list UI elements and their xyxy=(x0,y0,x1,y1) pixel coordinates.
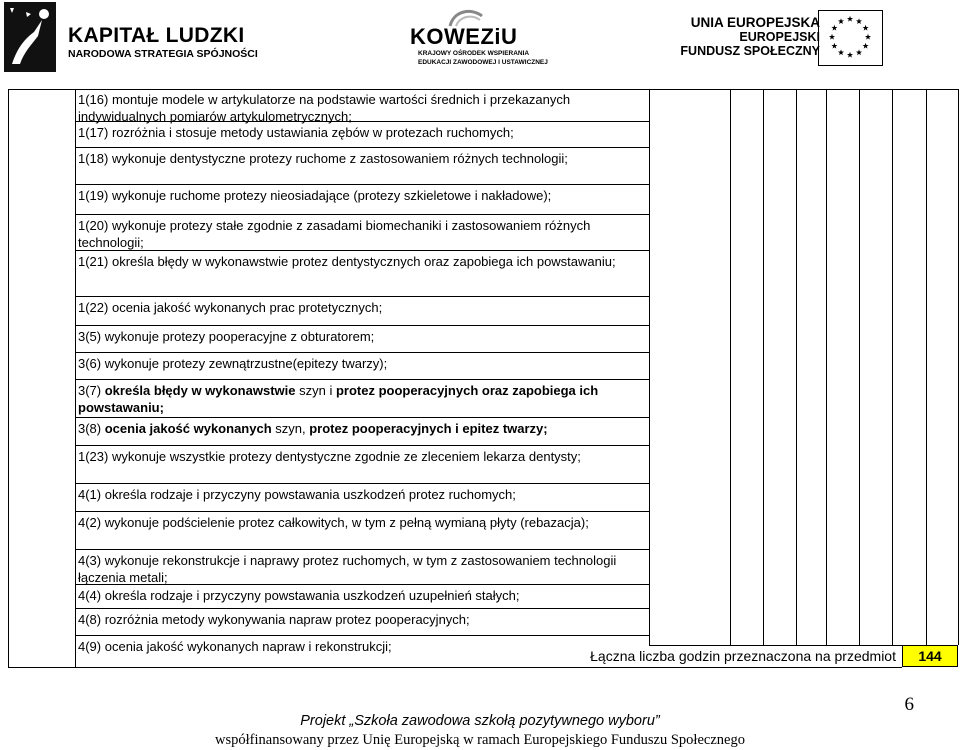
kapital-ludzki-subtitle: NARODOWA STRATEGIA SPÓJNOŚCI xyxy=(68,48,258,60)
eu-star-icon xyxy=(847,16,853,22)
row-text-segment: 1(23) wykonuje wszystkie protezy dentystyczne zgodnie ze zleceniem lekarza dentysty; xyxy=(78,449,581,464)
row-text-segment: 3(7) xyxy=(78,383,105,398)
row-text-segment: szyn, xyxy=(271,421,310,436)
row-text xyxy=(78,151,642,168)
total-hours-label: Łączna liczba godzin przeznaczona na przedmiot xyxy=(590,648,896,664)
eu-star-icon xyxy=(829,34,835,40)
row-text-segment: 1(21) określa błędy w wykonawstwie protez dentystycznych oraz zapobiega ich powstawaniu; xyxy=(78,254,616,269)
table-column-divider xyxy=(826,89,827,645)
table-row xyxy=(75,296,649,325)
row-text-segment: 4(9) ocenia jakość wykonanych napraw i rekonstrukcji; xyxy=(78,639,392,654)
table-column-divider xyxy=(730,89,731,645)
eu-star-icon xyxy=(847,52,853,58)
table-border-bottom xyxy=(8,667,902,668)
eu-star-icon xyxy=(856,18,862,24)
row-text-segment: 4(3) wykonuje rekonstrukcje i naprawy protez ruchomych, w tym z zastosowaniem technologii łączenia metali; xyxy=(78,553,617,585)
row-text xyxy=(78,125,642,142)
row-text xyxy=(78,329,642,346)
row-text xyxy=(78,487,642,504)
row-text-segment: 4(2) wykonuje podścielenie protez całkowitych, w tym z pełną wymianą płyty (rebazacja); xyxy=(78,515,589,530)
koweziu-title: KOWEZiU xyxy=(410,24,518,49)
table-border-top xyxy=(8,89,958,90)
row-text xyxy=(78,254,642,271)
table-row xyxy=(75,352,649,379)
row-text xyxy=(78,383,642,416)
eu-star-icon xyxy=(831,25,837,31)
row-text-segment: 1(19) wykonuje ruchome protezy nieosiadające (protezy szkieletowe i nakładowe); xyxy=(78,188,552,203)
row-text xyxy=(78,553,642,586)
row-text-segment: 1(18) wykonuje dentystyczne protezy ruchome z zastosowaniem różnych technologii; xyxy=(78,151,568,166)
table-row xyxy=(75,511,649,549)
eu-star-icon xyxy=(831,43,837,49)
row-text-segment: 3(6) wykonuje protezy zewnątrzustne(epitezy twarzy); xyxy=(78,356,388,371)
row-text xyxy=(78,449,642,466)
table-column-divider xyxy=(75,89,76,667)
page-number: 6 xyxy=(904,694,914,715)
table-column-divider xyxy=(926,89,927,645)
eu-star-icon xyxy=(865,34,871,40)
row-text-segment: 1(17) rozróżnia i stosuje metody ustawiania zębów w protezach ruchomych; xyxy=(78,125,514,140)
row-text xyxy=(78,612,642,629)
kapital-ludzki-emblem-icon xyxy=(4,2,56,72)
total-hours-value: 144 xyxy=(902,645,958,667)
row-text xyxy=(78,218,642,251)
table-row xyxy=(75,184,649,214)
table-row xyxy=(75,635,649,667)
koweziu-subtitle-line1: KRAJOWY OŚRODEK WSPIERANIA xyxy=(418,50,530,57)
row-text-segment: 4(1) określa rodzaje i przyczyny powstawania uszkodzeń protez ruchomych; xyxy=(78,487,516,502)
table-row xyxy=(75,325,649,352)
table-column-divider xyxy=(649,89,650,645)
row-text-segment: szyn i xyxy=(295,383,336,398)
kapital-ludzki-logo xyxy=(4,2,258,72)
row-text-segment: 3(5) wykonuje protezy pooperacyjne z obturatorem; xyxy=(78,329,375,344)
table-column-divider xyxy=(796,89,797,645)
footer-project-line: Projekt „Szkoła zawodowa szkołą pozytywnego wyboru” xyxy=(300,713,660,729)
row-text-segment: 4(4) określa rodzaje i przyczyny powstawania uszkodzeń uzupełnień stałych; xyxy=(78,588,520,603)
table-column-divider xyxy=(958,89,959,645)
row-text xyxy=(78,300,642,317)
table-row xyxy=(75,608,649,635)
eu-star-icon xyxy=(856,49,862,55)
eu-line-2: EUROPEJSKI xyxy=(739,30,820,44)
eu-fund-logo-text xyxy=(680,16,820,58)
koweziu-logo xyxy=(406,14,548,72)
table-row xyxy=(75,549,649,584)
table-border-left xyxy=(8,89,9,667)
kapital-ludzki-title: KAPITAŁ LUDZKI xyxy=(68,24,245,47)
row-text-segment: 1(16) montuje modele w artykulatorze na podstawie wartości średnich i przekazanych indywidualnych pomiarów artykulometrycznych; xyxy=(78,92,571,124)
row-text-segment: 1(22) ocenia jakość wykonanych prac protetycznych; xyxy=(78,300,383,315)
eu-star-icon xyxy=(838,49,844,55)
learning-outcomes-table xyxy=(8,89,958,667)
table-row xyxy=(75,121,649,147)
table-row xyxy=(75,147,649,184)
row-text xyxy=(78,639,642,656)
table-row xyxy=(75,89,649,124)
row-text-segment: 3(8) xyxy=(78,421,105,436)
table-column-divider xyxy=(892,89,893,645)
row-text xyxy=(78,515,642,532)
row-text-segment: 4(8) rozróżnia metody wykonywania napraw protez pooperacyjnych; xyxy=(78,612,470,627)
eu-star-icon xyxy=(863,43,869,49)
table-row xyxy=(75,445,649,483)
eu-line-3: FUNDUSZ SPOŁECZNY xyxy=(680,44,820,58)
row-text xyxy=(78,588,642,605)
table-row xyxy=(75,214,649,250)
table-row xyxy=(75,250,649,296)
table-row xyxy=(75,417,649,445)
eu-line-1: UNIA EUROPEJSKA xyxy=(690,15,820,30)
table-row xyxy=(75,379,649,417)
row-text-segment: określa błędy w wykonawstwie xyxy=(104,383,296,398)
table-row xyxy=(75,584,649,608)
row-text-segment: protez pooperacyjnych oraz zapobiega ich powstawaniu; xyxy=(78,383,599,415)
table-column-divider xyxy=(859,89,860,645)
row-text-segment: protez pooperacyjnych i epitez twarzy; xyxy=(309,421,548,436)
footer-funding-line: współfinansowany przez Unię Europejską w ramach Europejskiego Funduszu Społecznego xyxy=(215,732,745,748)
koweziu-subtitle-line2: EDUKACJI ZAWODOWEJ I USTAWICZNEJ xyxy=(418,59,548,66)
row-text xyxy=(78,421,642,438)
row-text xyxy=(78,188,642,205)
eu-flag-icon xyxy=(818,10,883,66)
row-text-segment: ocenia jakość wykonanych xyxy=(104,421,272,436)
table-row xyxy=(75,483,649,511)
row-text xyxy=(78,356,642,373)
table-column-divider xyxy=(763,89,764,645)
eu-star-icon xyxy=(838,18,844,24)
eu-star-icon xyxy=(863,25,869,31)
row-text-segment: 1(20) wykonuje protezy stałe zgodnie z zasadami biomechaniki i zastosowaniem różnych technologii; xyxy=(78,218,591,250)
